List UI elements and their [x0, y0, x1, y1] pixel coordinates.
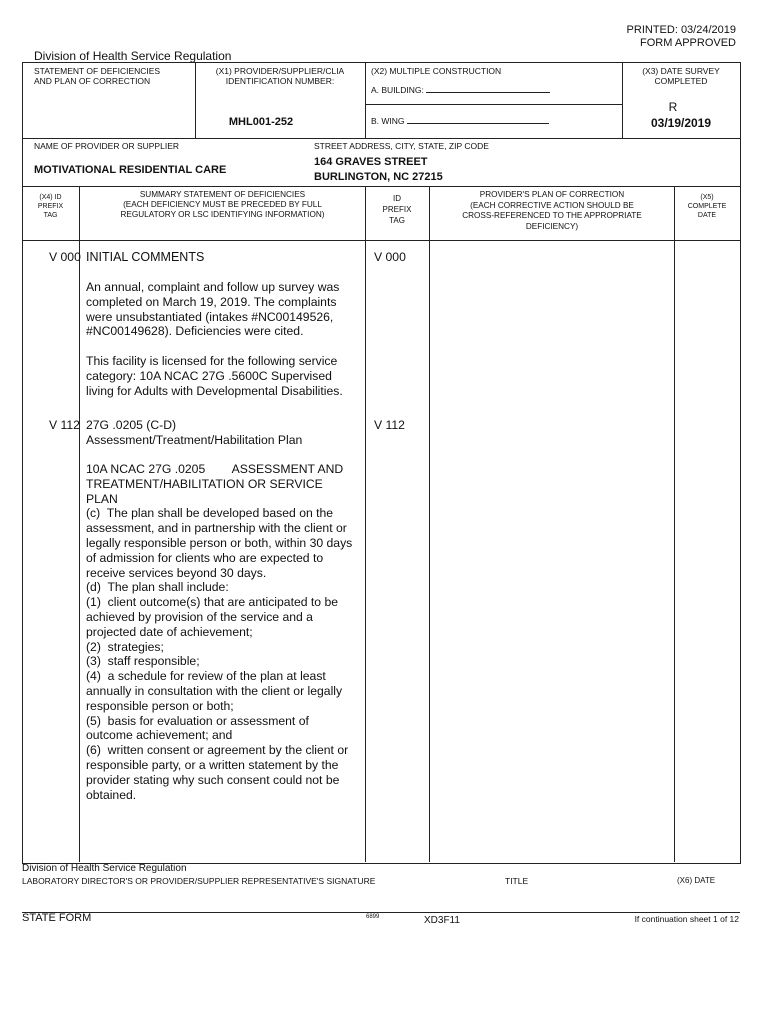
- entry-id-tag: V 112: [374, 418, 405, 432]
- x4-header: (X4) ID PREFIX TAG: [37, 194, 64, 219]
- date-label: (X6) DATE: [677, 876, 716, 885]
- entry-tag: V 112: [49, 418, 80, 432]
- provider-label: NAME OF PROVIDER OR SUPPLIER: [34, 141, 179, 151]
- summary-header: SUMMARY STATEMENT OF DEFICIENCIES (EACH DEFICIENCY MUST BE PRECEDED BY FULL REGULATORY OR LSC IDENTIFYING INFORMATION): [120, 190, 325, 219]
- paragraph: 10A NCAC 27G .0205 ASSESSMENT AND TREATMENT/HABILITATION OR SERVICE PLAN (c) The plan shall be developed based on the assessment, and in partnership with the client or legally responsible person or both, within 30 days of admission for clients who are expected to receive services beyond 30 days. (d) The plan shall include: (1) client outcome(s) that are anticipated to be achieved by provision of the service and a projected date of achievement; (2) strategies; (3) staff responsible; (4) a schedule for review of the plan at least annually in consultation with the client or legally responsible person or both; (5) basis for evaluation or assessment of outcome achievement; and (6) written consent or agreement by the client or responsible party, or a written statement by the provider stating why such consent could not be obtained.: [86, 462, 353, 802]
- printed-date: PRINTED: 03/24/2019: [626, 24, 736, 36]
- entry-text: [86, 462, 366, 802]
- entry-id-tag: V 000: [374, 250, 406, 264]
- x2-label: (X2) MULTIPLE CONSTRUCTION: [371, 66, 502, 76]
- plan-header: PROVIDER'S PLAN OF CORRECTION (EACH CORRECTIVE ACTION SHOULD BE CROSS-REFERENCED TO THE APPROPRIATE DEFICIENCY): [462, 190, 642, 231]
- survey-completed-date: 03/19/2019: [650, 116, 712, 130]
- state-form-label: STATE FORM: [22, 912, 92, 924]
- entry-title: INITIAL COMMENTS: [86, 250, 205, 264]
- id-header: ID PREFIX TAG: [382, 194, 412, 225]
- entry-text: [86, 280, 366, 398]
- title-label: TITLE: [505, 876, 529, 886]
- event-id: XD3F11: [424, 915, 460, 926]
- address-label: STREET ADDRESS, CITY, STATE, ZIP CODE: [314, 141, 489, 151]
- division-title: Division of Health Service Regulation: [34, 49, 232, 63]
- form-number: 6899: [366, 914, 380, 920]
- building-field: A. BUILDING:: [371, 83, 550, 95]
- wing-field: B. WING: [371, 114, 549, 126]
- address-line-2: BURLINGTON, NC 27215: [314, 171, 443, 183]
- footer-division: Division of Health Service Regulation: [22, 863, 187, 874]
- x3-label: (X3) DATE SURVEY COMPLETED: [642, 66, 720, 86]
- form-status: FORM APPROVED: [640, 37, 736, 49]
- paragraph: An annual, complaint and follow up survey was completed on March 19, 2019. The complaints were unsubstantiated (intakes #NC00149526, #NC00149628). Deficiencies were cited.: [86, 280, 340, 339]
- entry-tag: V 000: [49, 250, 81, 264]
- statement-label: STATEMENT OF DEFICIENCIES AND PLAN OF CORRECTION: [34, 66, 161, 86]
- address-line-1: 164 GRAVES STREET: [314, 156, 428, 168]
- signature-label: LABORATORY DIRECTOR'S OR PROVIDER/SUPPLIER REPRESENTATIVE'S SIGNATURE: [22, 876, 376, 886]
- paragraph: This facility is licensed for the following service category: 10A NCAC 27G .5600C Supervised living for Adults with Developmental Disabilities.: [86, 353, 343, 398]
- entry-title: 27G .0205 (C-D) Assessment/Treatment/Habilitation Plan: [86, 418, 303, 447]
- continuation-sheet: If continuation sheet 1 of 12: [634, 914, 739, 924]
- x3-r-code: R: [668, 100, 678, 114]
- x5-header: (X5) COMPLETE DATE: [687, 194, 727, 219]
- provider-id-number: MHL001-252: [228, 116, 294, 128]
- x1-label: (X1) PROVIDER/SUPPLIER/CLIA IDENTIFICATION NUMBER:: [215, 66, 345, 86]
- provider-name: MOTIVATIONAL RESIDENTIAL CARE: [34, 164, 227, 176]
